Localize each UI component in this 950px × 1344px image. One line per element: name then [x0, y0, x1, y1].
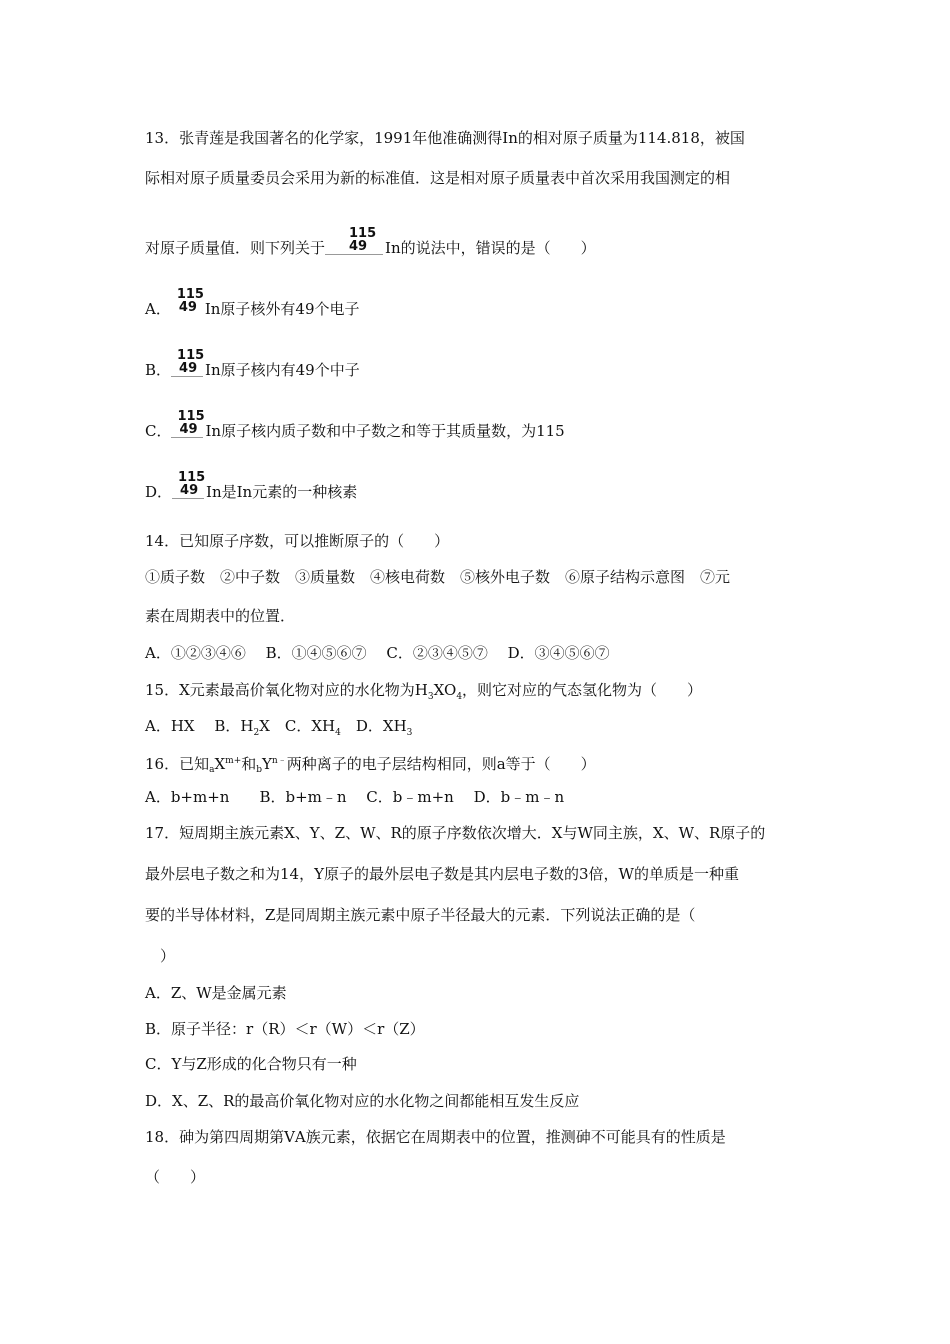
q13-line-3 — [145, 226, 596, 258]
q15-opt-b: X C．XH — [259, 717, 336, 735]
atomic-number: 49 — [180, 483, 199, 498]
q17-option-b: B．原子半径：r（R）＜r（W）＜r（Z） — [145, 1020, 425, 1038]
q17-line-3: 要的半导体材料，Z是同周期主族元素中原子半径最大的元素．下列说法正确的是（ — [145, 906, 696, 924]
option-label: A． — [145, 300, 171, 318]
mass-number: 115 — [176, 287, 204, 302]
q16-and: 和 — [241, 755, 257, 773]
nuclide-symbol — [171, 287, 205, 319]
q17-line-1: 17．短周期主族元素X、Y、Z、W、R的原子序数依次增大．X与W同主族，X、W、R原子的 — [145, 824, 766, 842]
option-text: In原子核内质子数和中子数之和等于其质量数，为115 — [205, 422, 565, 440]
prescript: b — [256, 765, 263, 775]
subscript: 3 — [406, 728, 413, 738]
nuclide-symbol — [325, 226, 385, 258]
q16-stem-b: 两种离子的电子层结构相同，则a等于（ ） — [286, 755, 596, 773]
subscript: 4 — [335, 728, 341, 738]
nuclide-symbol — [171, 348, 205, 380]
subscript: 2 — [253, 728, 260, 738]
q15-opt-c: D．XH — [340, 717, 407, 735]
option-text: In是In元素的一种核素 — [206, 483, 358, 501]
q13-option-b — [145, 348, 360, 380]
ion-x: X — [214, 755, 226, 773]
q17-line-2: 最外层电子数之和为14，Y原子的最外层电子数是其内层电子数的3倍，W的单质是一种重 — [145, 865, 739, 883]
q13-line-3-text: 对原子质量值．则下列关于 — [145, 239, 326, 257]
q17-option-d: D．X、Z、R的最高价氧化物对应的水化物之间都能相互发生反应 — [145, 1092, 580, 1110]
atomic-number: 49 — [178, 300, 197, 315]
subscript: 3 — [427, 692, 434, 702]
q17-option-c: C．Y与Z形成的化合物只有一种 — [145, 1055, 357, 1073]
mass-number: 115 — [178, 470, 206, 485]
option-label: B． — [145, 361, 172, 379]
q15-opt-a: A．HX B．H — [145, 717, 254, 735]
subscript: 4 — [456, 692, 463, 702]
q15-stem — [145, 680, 702, 707]
atomic-number: 49 — [179, 361, 198, 376]
q18-line-2: （ ） — [145, 1168, 206, 1186]
q13-option-a — [145, 287, 360, 319]
q15-stem-a: 15．X元素最高价氧化物对应的水化物为H — [145, 681, 428, 699]
q15-options — [145, 716, 412, 743]
q15-stem-c: ，则它对应的气态氢化物为（ ） — [462, 681, 703, 699]
atomic-number: 49 — [349, 239, 368, 254]
q13-line-3-tail: In的说法中，错误的是（ ） — [385, 239, 596, 257]
mass-number: 115 — [177, 409, 205, 424]
atomic-number: 49 — [179, 422, 198, 437]
q14-items-1: ①质子数 ②中子数 ③质量数 ④核电荷数 ⑤核外电子数 ⑥原子结构示意图 ⑦元 — [145, 568, 731, 586]
option-label: C． — [145, 422, 172, 440]
q14-items-2: 素在周期表中的位置． — [145, 607, 296, 625]
nuclide-symbol — [172, 470, 206, 502]
q13-line-2: 际相对原子质量委员会采用为新的标准值．这是相对原子质量表中首次采用我国测定的相 — [145, 169, 731, 187]
q13-option-c — [145, 409, 565, 441]
option-text: In原子核外有49个电子 — [204, 300, 360, 318]
mass-number: 115 — [177, 348, 205, 363]
q16-stem — [145, 751, 596, 780]
q16-options: A．b+m+n B．b+m﹣n C．b﹣m+n D．b﹣m﹣n — [145, 788, 565, 806]
q18-line-1: 18．砷为第四周期第ⅤA族元素，依据它在周期表中的位置，推测砷不可能具有的性质是 — [145, 1128, 726, 1146]
q17-option-a: A．Z、W是金属元素 — [145, 984, 287, 1002]
q14-options: A．①②③④⑥ B．①④⑤⑥⑦ C．②③④⑤⑦ D．③④⑤⑥⑦ — [145, 644, 610, 662]
q14-stem: 14．已知原子序数，可以推断原子的（ ） — [145, 532, 450, 550]
q13-option-d — [145, 470, 358, 502]
option-label: D． — [145, 483, 173, 501]
q15-stem-b: XO — [433, 681, 457, 699]
option-text: In原子核内有49个中子 — [205, 361, 360, 379]
nuclide-symbol — [171, 409, 205, 441]
prescript: a — [209, 765, 215, 775]
superscript: n﹣ — [271, 756, 287, 766]
q13-line-1: 13．张青莲是我国著名的化学家，1991年他准确测得In的相对原子质量为114.818，被国 — [145, 129, 745, 147]
mass-number: 115 — [349, 226, 377, 241]
q16-stem-a: 16．已知 — [145, 755, 210, 773]
ion-y: Y — [262, 755, 272, 773]
q17-line-4: ） — [145, 947, 176, 965]
superscript: m+ — [225, 756, 242, 766]
